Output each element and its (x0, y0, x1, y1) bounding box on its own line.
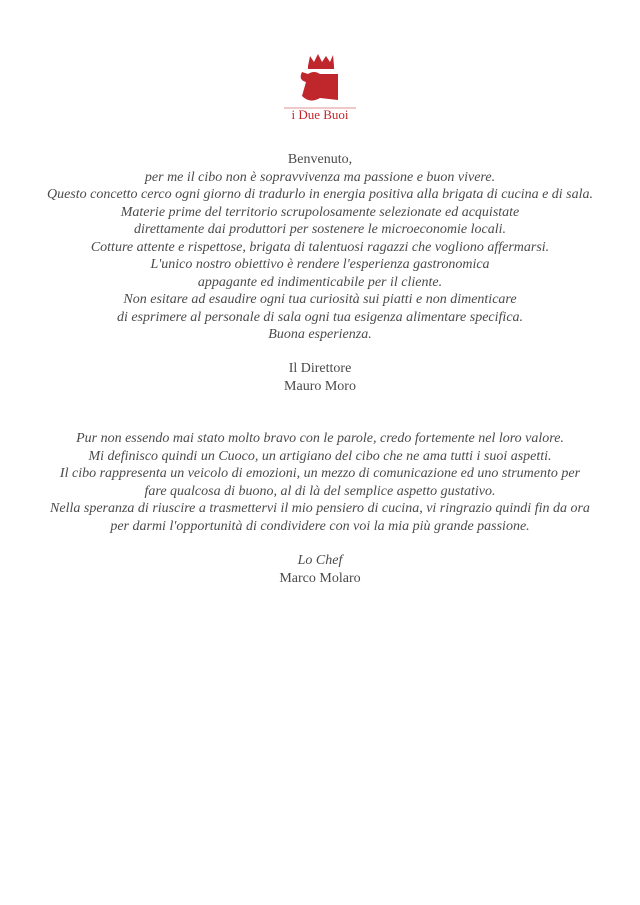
letter-line: di esprimere al personale di sala ogni tua esigenza alimentare specifica. (116, 309, 524, 325)
letter-line: Mi definisco quindi un Cuoco, un artigiano del cibo che ne ama tutti i suoi aspetti. (88, 448, 552, 464)
signature-name: Marco Molaro (279, 570, 361, 586)
letter-line: L'unico nostro obiettivo è rendere l'esperienza gastronomica (150, 257, 490, 272)
letter-line: Questo concetto cerco ogni giorno di tradurlo in energia positiva alla brigata di cucina e di sala. (46, 187, 594, 202)
svg-text:i Due Buoi: i Due Buoi (291, 107, 349, 122)
letter-line: fare qualcosa di buono, al di là del semplice aspetto gustativo. (144, 483, 496, 499)
letter-line: Pur non essendo mai stato molto bravo con le parole, credo fortemente nel loro valore. (76, 431, 564, 446)
letter-line: Il cibo rappresenta un veicolo di emozioni, un mezzo di comunicazione ed uno strumento per (59, 466, 581, 481)
letter-line: direttamente dai produttori per sostenere le microeconomie locali. (134, 222, 506, 237)
director-letter (0, 151, 640, 344)
bull-crown-logo-icon (280, 52, 360, 122)
signature-name: Mauro Moro (284, 378, 356, 394)
letter-line: Materie prime del territorio scrupolosamente selezionate ed acquistate (120, 204, 520, 220)
signature-title: Il Direttore (288, 361, 352, 376)
director-signature (0, 360, 640, 395)
letter-line: per darmi l'opportunità di condividere con voi la mia più grande passione. (110, 518, 530, 534)
greeting: Benvenuto, (287, 152, 353, 167)
restaurant-logo (280, 52, 360, 122)
letter-line: Buona esperienza. (268, 327, 372, 342)
letter-line: Nella speranza di riuscire a trasmettervi il mio pensiero di cucina, vi ringrazio quindi fin da ora (50, 501, 590, 516)
letter-line: per me il cibo non è sopravvivenza ma passione e buon vivere. (144, 169, 496, 185)
letter-line: Cotture attente e rispettose, brigata di talentuosi ragazzi che vogliono affermarsi. (90, 239, 550, 255)
signature-title: Lo Chef (297, 553, 343, 568)
chef-letter (0, 430, 640, 535)
letter-line: appagante ed indimenticabile per il cliente. (197, 274, 443, 290)
chef-signature (0, 552, 640, 587)
letter-line: Non esitare ad esaudire ogni tua curiosità sui piatti e non dimenticare (123, 292, 517, 307)
